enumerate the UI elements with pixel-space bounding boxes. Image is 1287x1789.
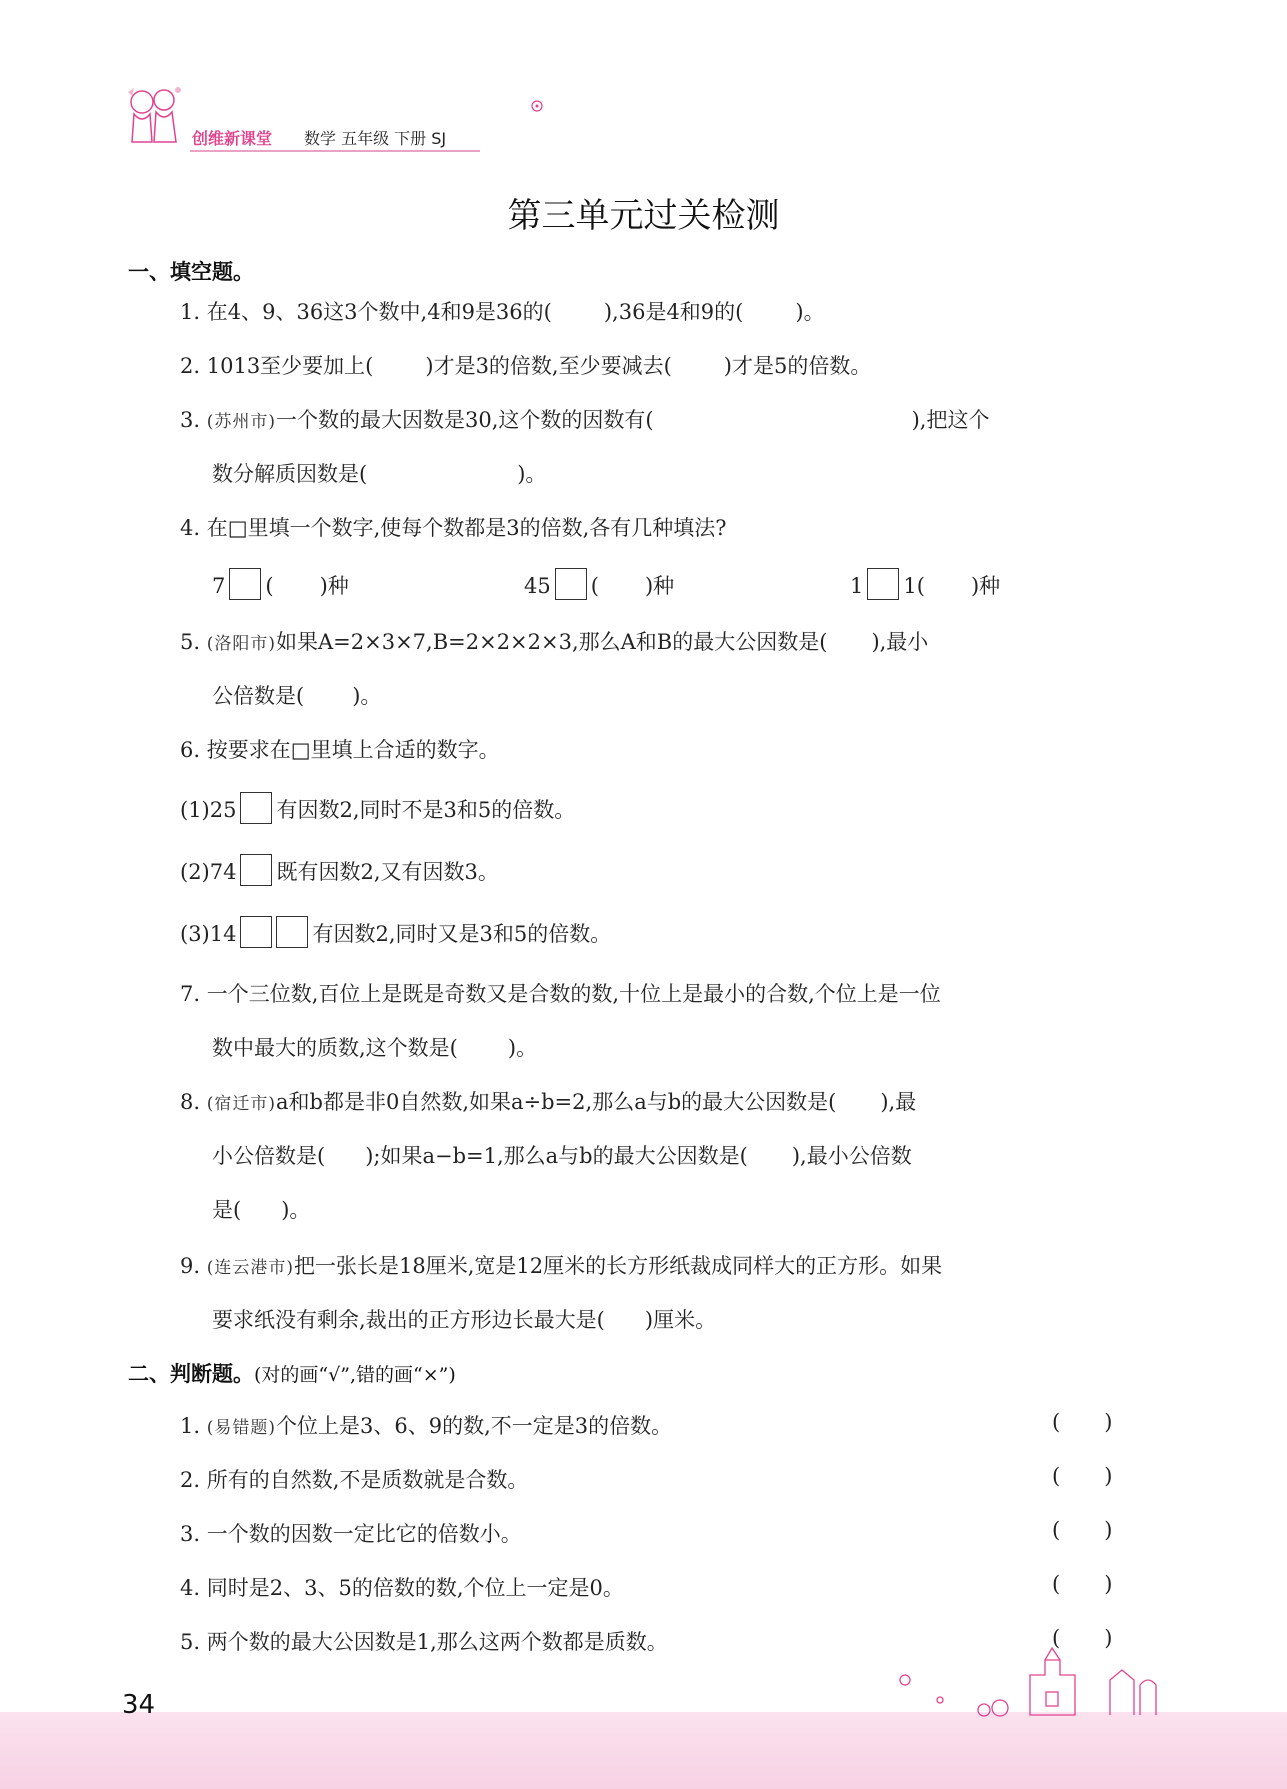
digit-box[interactable] bbox=[240, 854, 272, 886]
digit-box[interactable] bbox=[555, 568, 587, 600]
footer-band bbox=[0, 1712, 1287, 1789]
judge-item: 3. 一个数的因数一定比它的倍数小。 bbox=[180, 1522, 522, 1546]
answer-bracket[interactable]: ( ) bbox=[1052, 1410, 1113, 1434]
answer-bracket[interactable]: ( ) bbox=[1052, 1464, 1113, 1488]
book-subtitle: 数学 五年级 下册 SJ bbox=[304, 129, 447, 148]
digit-box[interactable] bbox=[867, 568, 899, 600]
question-6-part-1: (1)25 有因数2,同时不是3和5的倍数。 bbox=[180, 792, 575, 824]
question-8-cont: 小公倍数是( );如果a−b=1,那么a与b的最大公因数是( ),最小公倍数 bbox=[212, 1144, 912, 1168]
answer-bracket[interactable]: ( ) bbox=[1052, 1626, 1113, 1650]
question-3: 3. (苏州市)一个数的最大因数是30,这个数的因数有( ),把这个 bbox=[180, 408, 990, 432]
brand-name: 创维新课堂 bbox=[192, 129, 273, 148]
question-1: 1. 在4、9、36这3个数中,4和9是36的( ),36是4和9的( )。 bbox=[180, 300, 825, 324]
digit-box[interactable] bbox=[240, 792, 272, 824]
header-divider bbox=[190, 150, 480, 152]
question-2: 2. 1013至少要加上( )才是3的倍数,至少要减去( )才是5的倍数。 bbox=[180, 354, 872, 378]
question-9: 9. (连云港市)把一张长是18厘米,宽是12厘米的长方形纸裁成同样大的正方形。如果 bbox=[180, 1254, 943, 1278]
judge-item: 4. 同时是2、3、5的倍数的数,个位上一定是0。 bbox=[180, 1576, 624, 1600]
question-5-cont: 公倍数是( )。 bbox=[212, 684, 382, 708]
question-8-cont-2: 是( )。 bbox=[212, 1198, 311, 1222]
question-6: 6. 按要求在□里填上合适的数字。 bbox=[180, 738, 500, 762]
question-5: 5. (洛阳市)如果A=2×3×7,B=2×2×2×3,那么A和B的最大公因数是( ),最小 bbox=[180, 630, 929, 654]
judge-item: 1. (易错题)个位上是3、6、9的数,不一定是3的倍数。 bbox=[180, 1414, 673, 1438]
question-4-item-2: 45 ( )种 bbox=[524, 568, 674, 600]
source-tag: (易错题) bbox=[206, 1418, 276, 1438]
question-3-cont: 数分解质因数是( )。 bbox=[212, 462, 547, 486]
answer-bracket[interactable]: ( ) bbox=[1052, 1572, 1113, 1596]
question-9-cont: 要求纸没有剩余,裁出的正方形边长最大是( )厘米。 bbox=[212, 1308, 717, 1332]
page-number: 34 bbox=[122, 1690, 156, 1720]
source-tag: (苏州市) bbox=[206, 412, 276, 432]
question-4-item-1: 7 ( )种 bbox=[212, 568, 349, 600]
section-fill-in-heading: 一、填空题。 bbox=[128, 260, 254, 284]
cartoon-kids-logo-icon bbox=[120, 84, 186, 154]
page-title: 第三单元过关检测 bbox=[507, 196, 780, 236]
flower-decoration-icon bbox=[528, 98, 546, 114]
castle-decoration-icon bbox=[880, 1640, 1180, 1720]
question-7-cont: 数中最大的质数,这个数是( )。 bbox=[212, 1036, 538, 1060]
question-7: 7. 一个三位数,百位上是既是奇数又是合数的数,十位上是最小的合数,个位上是一位 bbox=[180, 982, 941, 1006]
judge-item: 2. 所有的自然数,不是质数就是合数。 bbox=[180, 1468, 529, 1492]
question-4-item-3: 1 1( )种 bbox=[850, 568, 1000, 600]
question-6-part-2: (2)74 既有因数2,又有因数3。 bbox=[180, 854, 499, 886]
section-judgment-heading: 二、判断题。(对的画“√”,错的画“×”) bbox=[128, 1362, 456, 1386]
section-instruction: (对的画“√”,错的画“×”) bbox=[254, 1364, 456, 1386]
source-tag: (宿迁市) bbox=[206, 1094, 276, 1114]
question-8: 8. (宿迁市)a和b都是非0自然数,如果a÷b=2,那么a与b的最大公因数是( ),最 bbox=[180, 1090, 917, 1114]
question-6-part-3: (3)14 有因数2,同时又是3和5的倍数。 bbox=[180, 916, 611, 948]
page-header bbox=[120, 84, 500, 156]
digit-box[interactable] bbox=[229, 568, 261, 600]
source-tag: (洛阳市) bbox=[206, 634, 276, 654]
digit-box[interactable] bbox=[276, 916, 308, 948]
judge-item: 5. 两个数的最大公因数是1,那么这两个数都是质数。 bbox=[180, 1630, 668, 1654]
answer-bracket[interactable]: ( ) bbox=[1052, 1518, 1113, 1542]
source-tag: (连云港市) bbox=[206, 1258, 294, 1278]
digit-box[interactable] bbox=[240, 916, 272, 948]
question-4: 4. 在□里填一个数字,使每个数都是3的倍数,各有几种填法? bbox=[180, 516, 727, 540]
